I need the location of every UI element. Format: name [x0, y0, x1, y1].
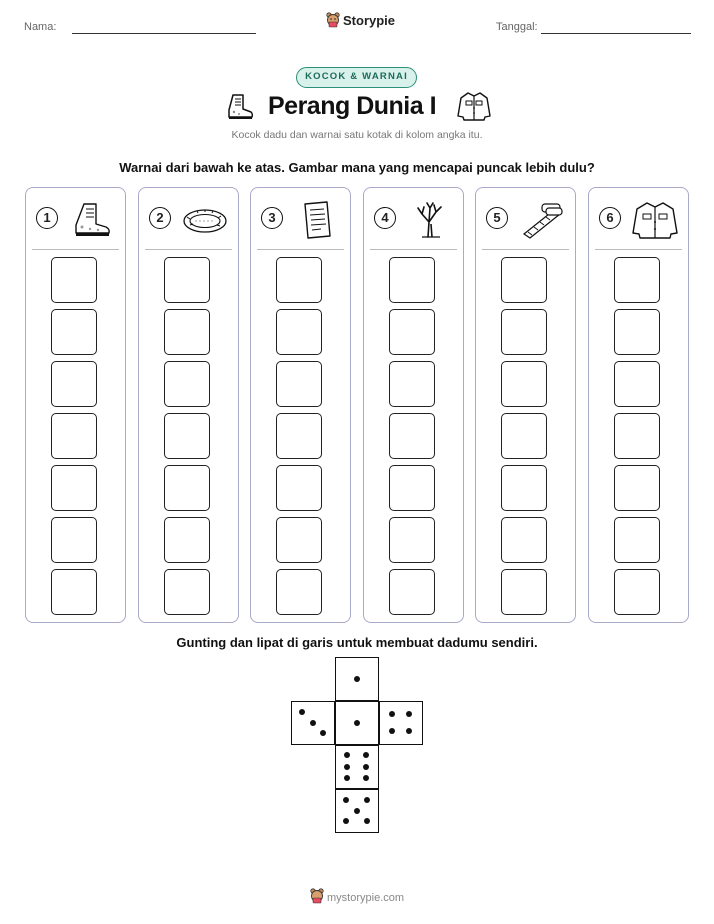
color-box[interactable]	[501, 517, 547, 563]
bear-logo-icon	[310, 888, 324, 904]
color-box[interactable]	[276, 517, 322, 563]
die-pip	[320, 730, 326, 736]
column-5	[475, 187, 576, 623]
column-number: 3	[261, 207, 283, 229]
die-face-4	[379, 701, 423, 745]
color-box[interactable]	[276, 257, 322, 303]
die-face-3	[291, 701, 335, 745]
column-number: 4	[374, 207, 396, 229]
color-box[interactable]	[614, 517, 660, 563]
color-box[interactable]	[389, 569, 435, 615]
color-box[interactable]	[276, 413, 322, 459]
color-box[interactable]	[276, 361, 322, 407]
die-pip	[354, 808, 360, 814]
column-divider	[370, 249, 457, 250]
color-box[interactable]	[614, 465, 660, 511]
color-box[interactable]	[501, 309, 547, 355]
boot-icon	[68, 200, 116, 240]
color-box[interactable]	[51, 257, 97, 303]
brand-logo	[326, 12, 395, 28]
die-pip	[363, 775, 369, 781]
color-box[interactable]	[614, 309, 660, 355]
color-box[interactable]	[501, 413, 547, 459]
color-box[interactable]	[276, 309, 322, 355]
die-pip	[344, 764, 350, 770]
trench-icon	[181, 200, 229, 240]
column-divider	[145, 249, 232, 250]
color-box[interactable]	[389, 361, 435, 407]
die-pip	[344, 752, 350, 758]
color-box[interactable]	[276, 569, 322, 615]
page-subtitle: Kocok dadu dan warnai satu kotak di kolom angka itu.	[231, 129, 483, 141]
page-title: Perang Dunia I	[268, 92, 437, 120]
die-pip	[343, 818, 349, 824]
color-box[interactable]	[389, 413, 435, 459]
color-box[interactable]	[501, 361, 547, 407]
color-box[interactable]	[614, 361, 660, 407]
color-box[interactable]	[164, 361, 210, 407]
color-box[interactable]	[164, 517, 210, 563]
color-box[interactable]	[164, 465, 210, 511]
instruction-top: Warnai dari bawah ke atas. Gambar mana yang mencapai puncak lebih dulu?	[119, 160, 595, 175]
color-box[interactable]	[614, 413, 660, 459]
color-box[interactable]	[51, 361, 97, 407]
activity-badge: KOCOK & WARNAI	[296, 67, 417, 88]
column-6	[588, 187, 689, 623]
footer-url: mystorypie.com	[327, 892, 405, 904]
die-pip	[389, 728, 395, 734]
color-box[interactable]	[51, 413, 97, 459]
column-divider	[257, 249, 344, 250]
column-divider	[595, 249, 682, 250]
boot-icon	[224, 92, 254, 122]
color-box[interactable]	[501, 257, 547, 303]
name-label: Nama:	[24, 21, 57, 33]
color-box[interactable]	[276, 465, 322, 511]
color-box[interactable]	[51, 465, 97, 511]
color-box[interactable]	[501, 569, 547, 615]
color-box[interactable]	[501, 465, 547, 511]
brand-name: Storypie	[343, 12, 396, 28]
color-box[interactable]	[51, 517, 97, 563]
color-box[interactable]	[389, 309, 435, 355]
die-face-1	[335, 657, 379, 701]
date-line	[541, 33, 691, 34]
die-pip	[354, 720, 360, 726]
color-box[interactable]	[164, 569, 210, 615]
color-box[interactable]	[164, 309, 210, 355]
column-divider	[32, 249, 119, 250]
sandbag-icon	[518, 200, 566, 240]
column-number: 6	[599, 207, 621, 229]
die-pip	[310, 720, 316, 726]
die-face-1	[335, 701, 379, 745]
die-pip	[406, 728, 412, 734]
color-box[interactable]	[389, 517, 435, 563]
column-number: 2	[149, 207, 171, 229]
die-pip	[363, 752, 369, 758]
footer	[0, 888, 714, 904]
color-box[interactable]	[389, 465, 435, 511]
die-face-6	[335, 745, 379, 789]
die-pip	[299, 709, 305, 715]
color-box[interactable]	[51, 309, 97, 355]
bear-logo-icon	[326, 12, 340, 28]
die-pip	[363, 764, 369, 770]
die-pip	[364, 797, 370, 803]
color-box[interactable]	[164, 413, 210, 459]
column-3	[250, 187, 351, 623]
color-box[interactable]	[51, 569, 97, 615]
color-box[interactable]	[614, 257, 660, 303]
date-label: Tanggal:	[496, 21, 538, 33]
column-divider	[482, 249, 569, 250]
die-pip	[354, 676, 360, 682]
letter-icon	[293, 200, 341, 240]
column-number: 5	[486, 207, 508, 229]
instruction-bottom: Gunting dan lipat di garis untuk membuat dadumu sendiri.	[176, 635, 538, 650]
die-pip	[406, 711, 412, 717]
color-box[interactable]	[614, 569, 660, 615]
name-line	[72, 33, 256, 34]
bare-tree-icon	[406, 200, 454, 240]
uniform-jacket-icon	[631, 200, 679, 240]
die-pip	[343, 797, 349, 803]
column-2	[138, 187, 239, 623]
color-box[interactable]	[164, 257, 210, 303]
die-pip	[364, 818, 370, 824]
die-face-5	[335, 789, 379, 833]
color-box[interactable]	[389, 257, 435, 303]
die-pip	[344, 775, 350, 781]
uniform-jacket-icon	[457, 90, 491, 122]
column-4	[363, 187, 464, 623]
column-1	[25, 187, 126, 623]
column-number: 1	[36, 207, 58, 229]
die-pip	[389, 711, 395, 717]
